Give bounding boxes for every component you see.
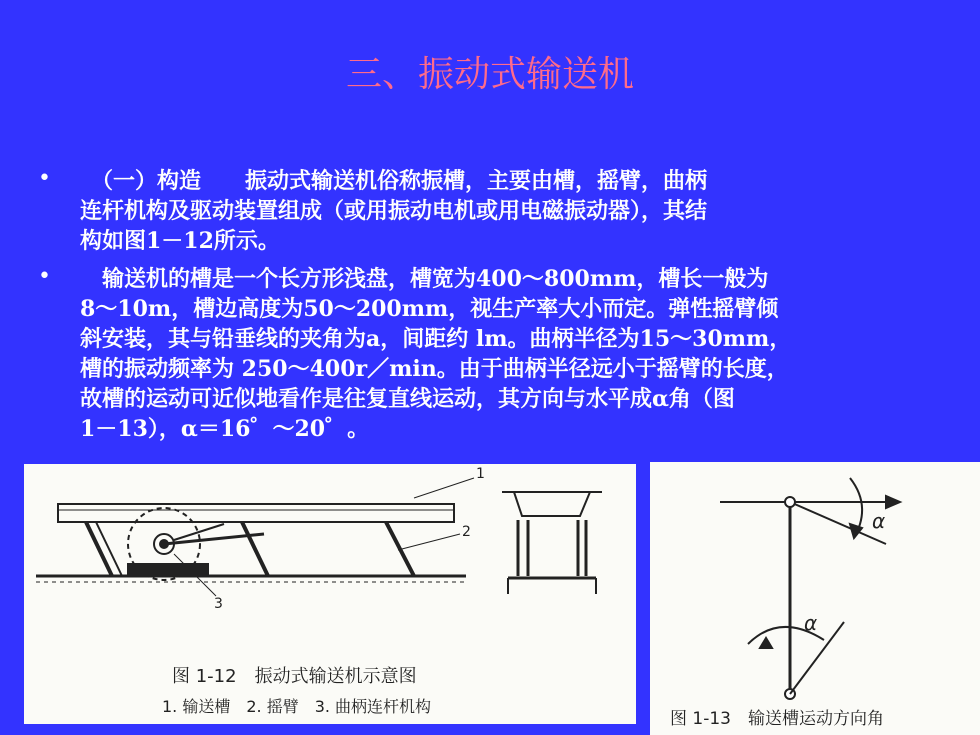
- alpha-label-top: α: [872, 509, 886, 533]
- angle-diagram: [650, 462, 980, 735]
- figure-1-12-caption: 图 1-12 振动式输送机示意图: [172, 666, 417, 687]
- text-line: 连杆机构及驱动装置组成（或用振动电机或用电磁振动器），其结: [80, 198, 708, 224]
- trough-shape: [58, 504, 454, 522]
- text-line: 构如图1－12所示。: [80, 228, 280, 254]
- figure-1-12-legend: 1. 输送槽 2. 摇臂 3. 曲柄连杆机构: [162, 697, 432, 716]
- figure-1-13: [650, 462, 980, 735]
- text-line: 槽的振动频率为 250～400r／min。由于曲柄半径远小于摇臂的长度，: [80, 356, 789, 382]
- figure-1-13-caption: 图 1-13 输送槽运动方向角: [670, 709, 884, 729]
- conveyor-diagram: [24, 464, 636, 724]
- paragraph-trough: [80, 264, 910, 444]
- figure-1-12: [24, 464, 636, 724]
- label-2: 2: [462, 524, 471, 540]
- label-1: 1: [476, 466, 485, 482]
- text-line: 输送机的槽是一个长方形浅盘，槽宽为400～800mm，槽长一般为: [80, 266, 769, 292]
- text-line: （一）构造 振动式输送机俗称振槽，主要由槽，摇臂，曲柄: [80, 168, 708, 194]
- bullet-dot: •: [38, 264, 51, 289]
- alpha-label-bottom: α: [804, 611, 818, 635]
- text-line: 1－13），α＝16゜～20゜。: [80, 416, 370, 442]
- bullet-dot: •: [38, 166, 51, 191]
- text-line: 8～10m，槽边高度为50～200mm，视生产率大小而定。弹性摇臂倾: [80, 296, 779, 322]
- label-3: 3: [214, 596, 223, 612]
- text-line: 故槽的运动可近似地看作是往复直线运动，其方向与水平成α角（图: [80, 386, 735, 412]
- text-line: 斜安装，其与铅垂线的夹角为a，间距约 lm。曲柄半径为15～30mm，: [80, 326, 792, 352]
- paragraph-structure: [80, 166, 910, 256]
- page-title: 三、振动式输送机: [345, 54, 634, 95]
